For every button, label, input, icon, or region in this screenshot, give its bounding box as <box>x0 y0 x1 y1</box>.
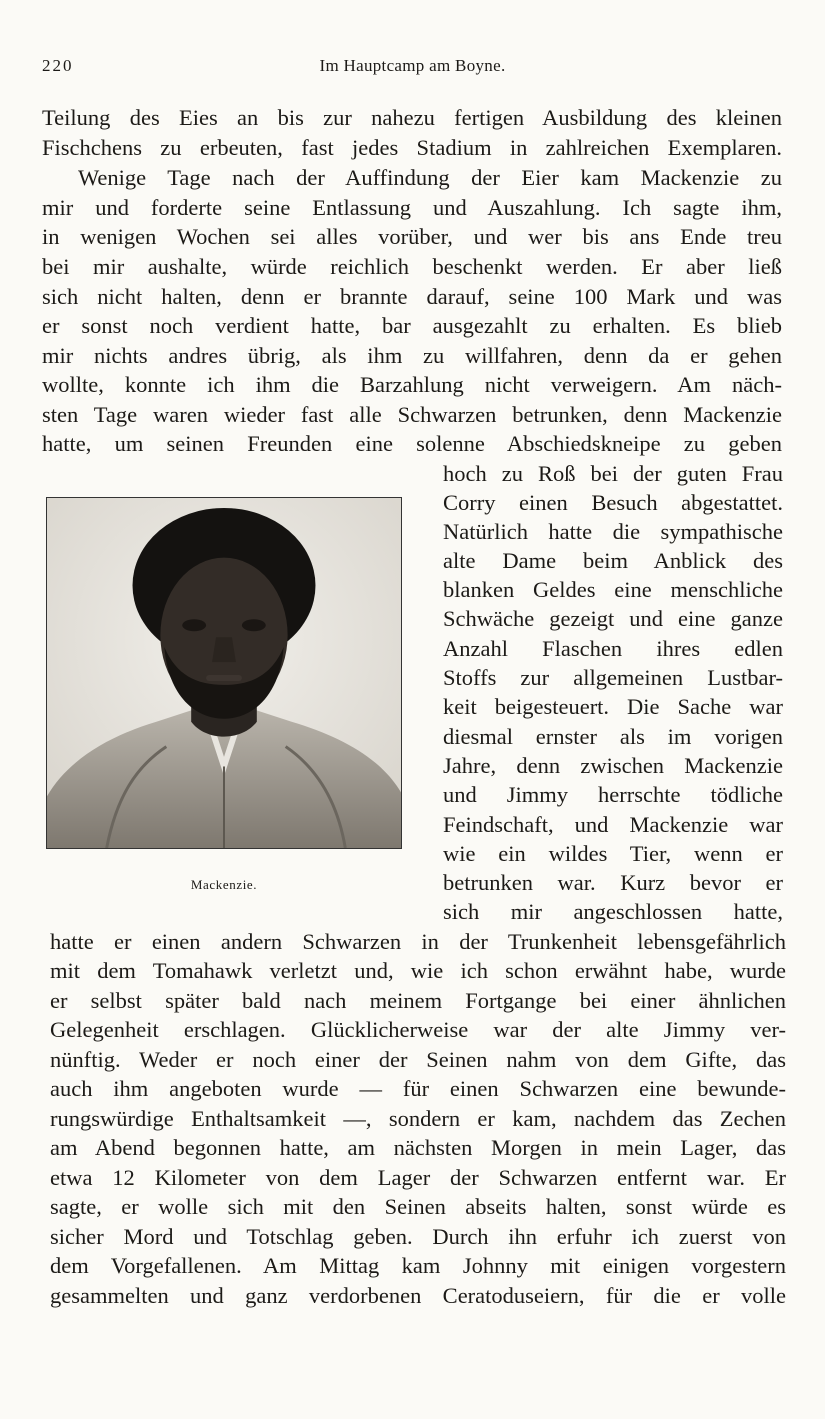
text-line: alte Dame beim Anblick des <box>443 548 783 573</box>
text-line: etwa 12 Kilometer von dem Lager der Schwarzen entfernt war. Er <box>50 1165 786 1190</box>
text-line: Stoffs zur allgemeinen Lustbar- <box>443 665 783 690</box>
text-line: sicher Mord und Totschlag geben. Durch ihn erfuhr ich zuerst von <box>50 1224 786 1249</box>
running-head: Im Hauptcamp am Boyne. <box>319 56 506 75</box>
text-line: Teilung des Eies an bis zur nahezu fertigen Ausbildung des kleinen <box>42 105 782 130</box>
text-line: und Jimmy herrschte tödliche <box>443 782 783 807</box>
text-line: sich nicht halten, denn er brannte darauf, seine 100 Mark und was <box>42 284 782 309</box>
text-line: auch ihm angeboten wurde — für einen Schwarzen eine bewunde- <box>50 1076 786 1101</box>
text-line: sich mir angeschlossen hatte, <box>443 899 783 924</box>
text-line: Natürlich hatte die sympathische <box>443 519 783 544</box>
text-line: rungswürdige Enthaltsamkeit —, sondern er kam, nachdem das Zechen <box>50 1106 786 1131</box>
text-line: in wenigen Wochen sei alles vorüber, und wer bis ans Ende treu <box>42 224 782 249</box>
text-line: Feindschaft, und Mackenzie war <box>443 812 783 837</box>
text-line: mir nichts andres übrig, als ihm zu willfahren, denn da er gehen <box>42 343 782 368</box>
text-line: hoch zu Roß bei der guten Frau <box>443 461 783 486</box>
text-line: hatte, um seinen Freunden eine solenne Abschiedskneipe zu geben <box>42 431 782 456</box>
text-line: blanken Geldes eine menschliche <box>443 577 783 602</box>
text-line: wollte, konnte ich ihm die Barzahlung nicht verweigern. Am näch- <box>42 372 782 397</box>
text-line: mir und forderte seine Entlassung und Auszahlung. Ich sagte ihm, <box>42 195 782 220</box>
text-line: Jahre, denn zwischen Mackenzie <box>443 753 783 778</box>
portrait-figure <box>46 497 402 849</box>
text-line: sten Tage waren wieder fast alle Schwarzen betrunken, denn Mackenzie <box>42 402 782 427</box>
text-line: am Abend begonnen hatte, am nächsten Morgen in mein Lager, das <box>50 1135 786 1160</box>
text-line: Schwäche gezeigt und eine ganze <box>443 606 783 631</box>
text-line: Wenige Tage nach der Auffindung der Eier kam Mackenzie zu <box>78 165 782 190</box>
page-number: 220 <box>42 56 74 75</box>
text-line: hatte er einen andern Schwarzen in der Trunkenheit lebensgefährlich <box>50 929 786 954</box>
text-line: mit dem Tomahawk verletzt und, wie ich schon erwähnt habe, wurde <box>50 958 786 983</box>
text-line: dem Vorgefallenen. Am Mittag kam Johnny mit einigen vorgestern <box>50 1253 786 1278</box>
text-line: betrunken war. Kurz bevor er <box>443 870 783 895</box>
text-line: Fischchens zu erbeuten, fast jedes Stadium in zahlreichen Exemplaren. <box>42 135 782 160</box>
text-line: Gelegenheit erschlagen. Glücklicherweise war der alte Jimmy ver- <box>50 1017 786 1042</box>
text-line: er selbst später bald nach meinem Fortgange bei einer ähnlichen <box>50 988 786 1013</box>
text-line: er sonst noch verdient hatte, bar ausgezahlt zu erhalten. Es blieb <box>42 313 782 338</box>
text-line: diesmal ernster als im vorigen <box>443 724 783 749</box>
text-line: Anzahl Flaschen ihres edlen <box>443 636 783 661</box>
figure-caption: Mackenzie. <box>190 877 258 892</box>
text-line: gesammelten und ganz verdorbenen Ceratoduseiern, für die er volle <box>50 1283 786 1308</box>
text-line: sagte, er wolle sich mit den Seinen abseits halten, sonst würde es <box>50 1194 786 1219</box>
text-line: bei mir aushalte, würde reichlich beschenkt werden. Er aber ließ <box>42 254 782 279</box>
text-line: wie ein wildes Tier, wenn er <box>443 841 783 866</box>
text-line: nünftig. Weder er noch einer der Seinen nahm von dem Gifte, das <box>50 1047 786 1072</box>
text-line: keit beigesteuert. Die Sache war <box>443 694 783 719</box>
portrait-image <box>47 498 401 848</box>
text-line: Corry einen Besuch abgestattet. <box>443 490 783 515</box>
